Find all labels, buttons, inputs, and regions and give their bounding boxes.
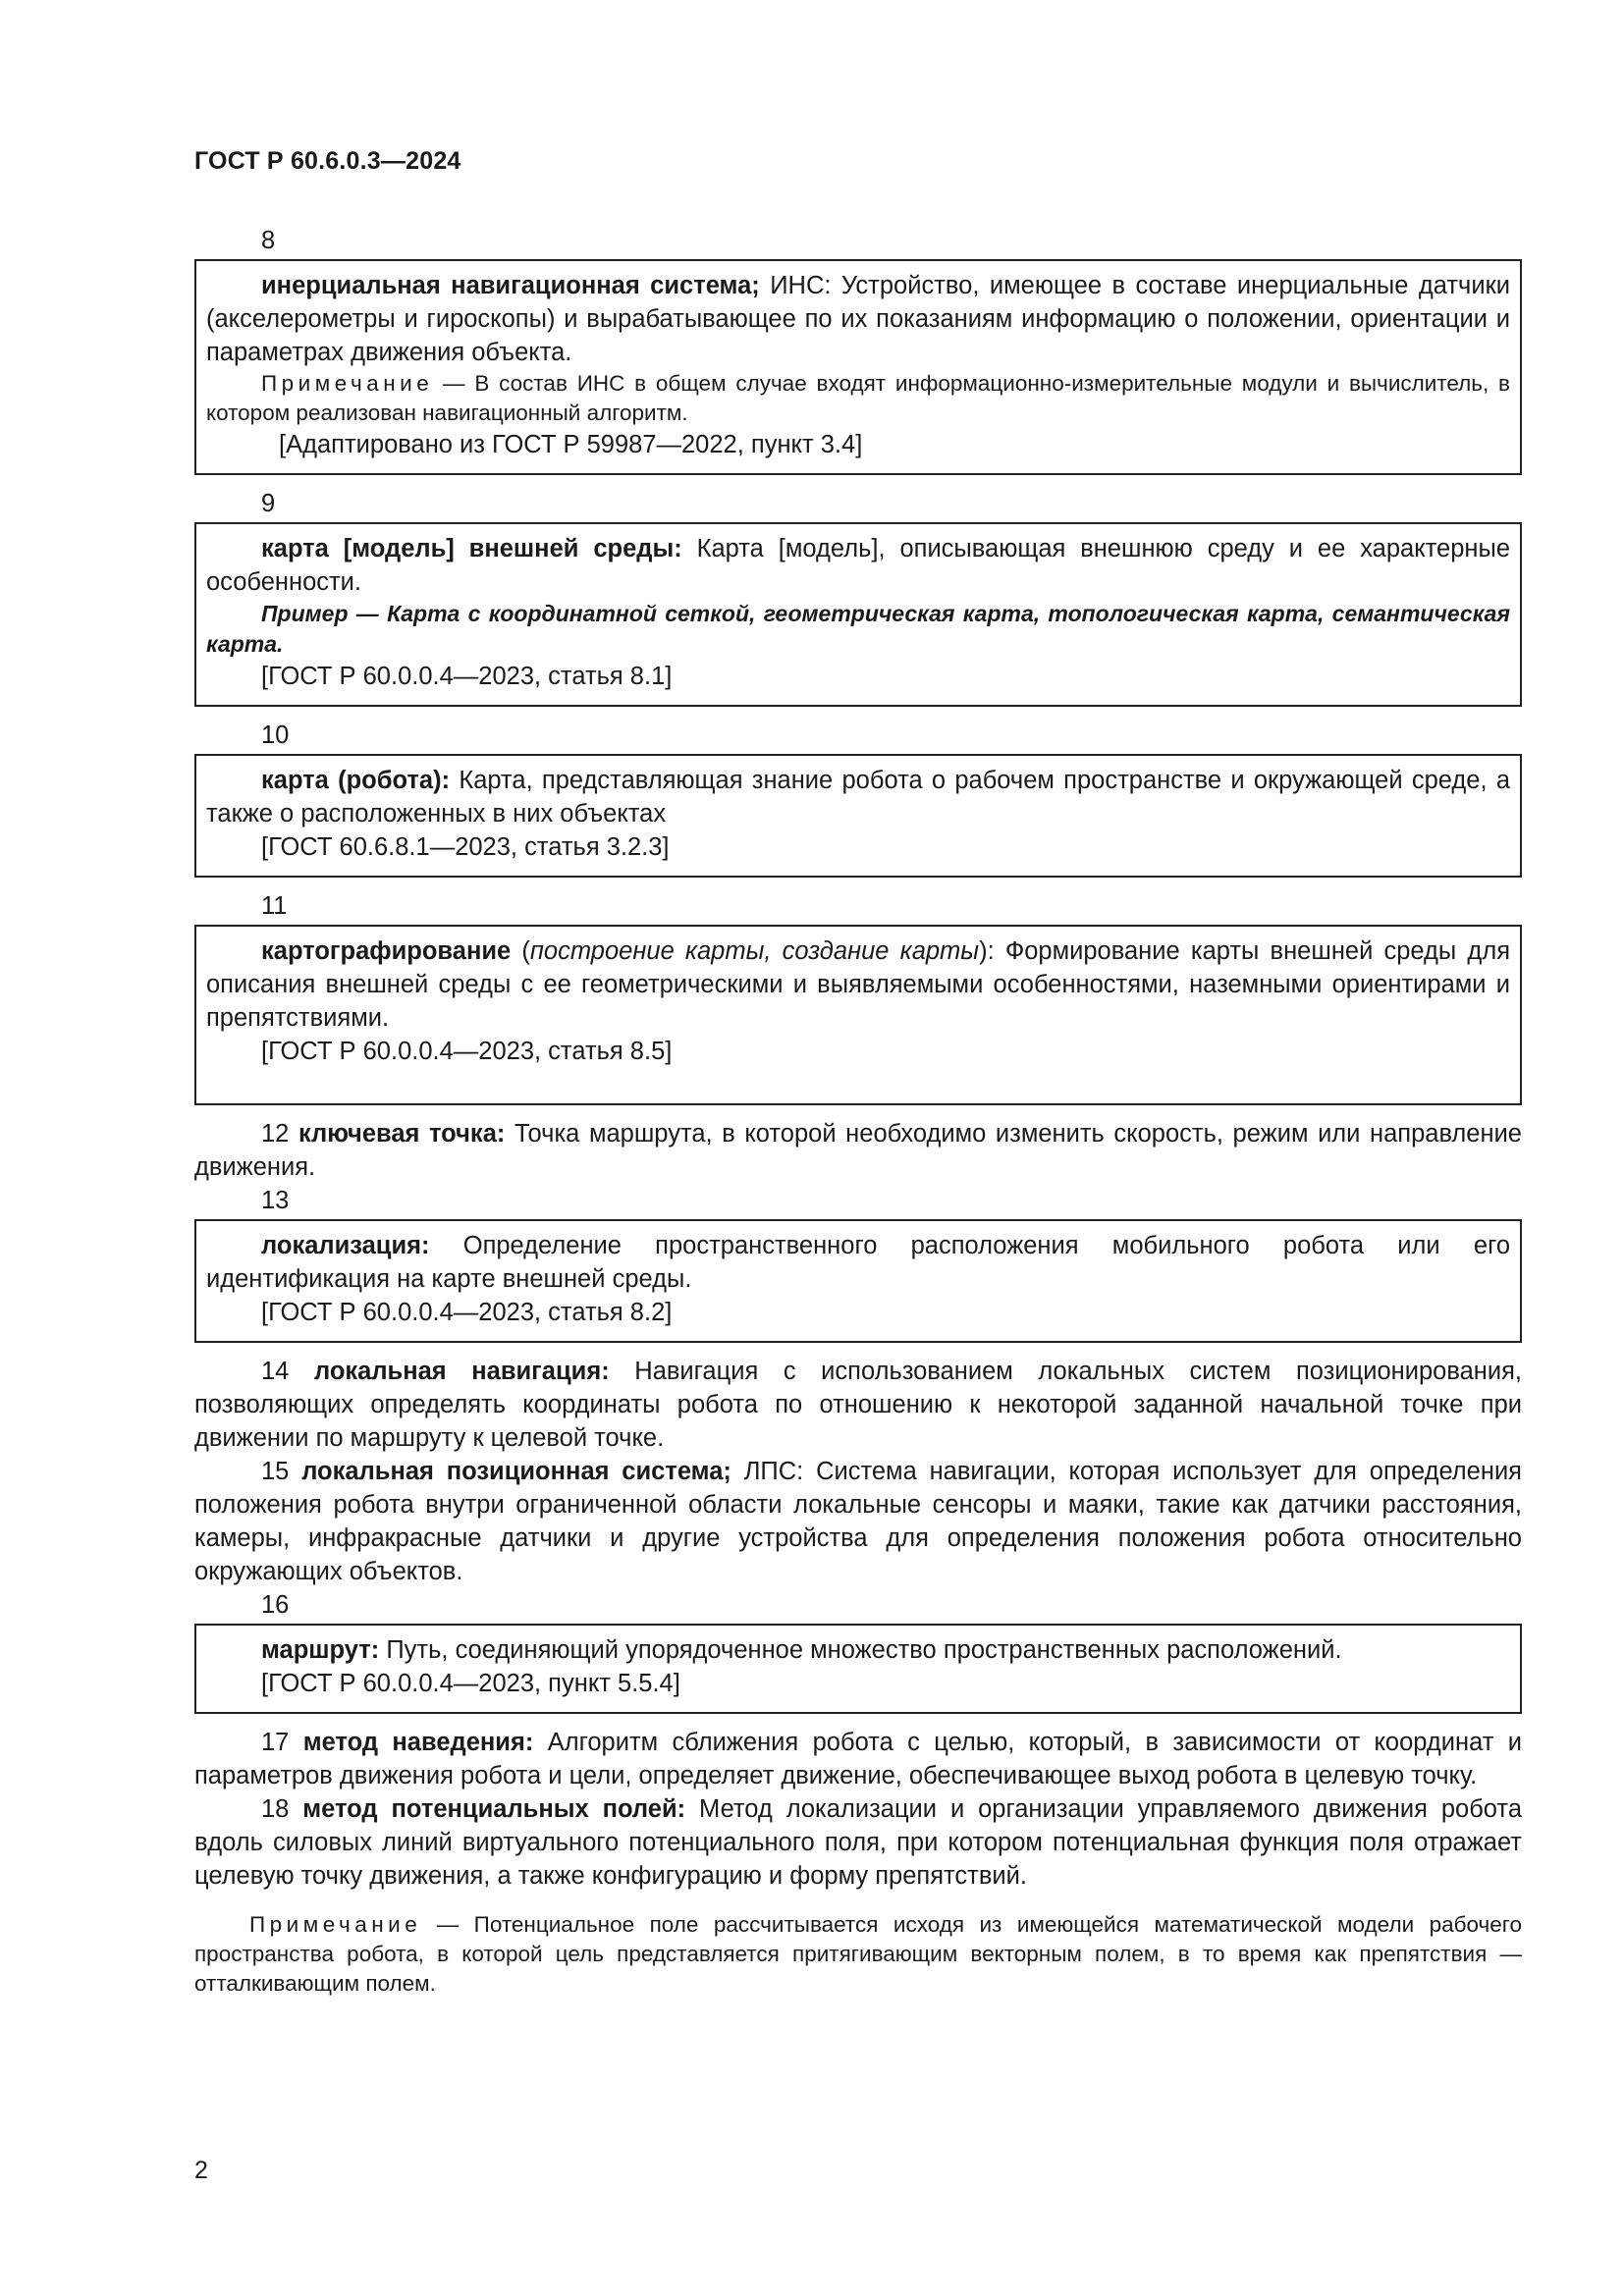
note-label: Примечание [249,1912,422,1937]
term-name: метод потенциальных полей: [302,1795,686,1823]
term-definition-9 [206,532,1510,599]
entry-number: 10 [261,721,290,749]
term-definition-13 [206,1229,1510,1296]
definition-text: Метод локализации и организации управляемого движения робота вдоль силовых линий виртуального потенциального поля, при котором потенциальная функция поля отражает целевую точку движения, а также конфигурацию и форму препятствий. [194,1795,1523,1890]
term-definition-12 [194,1117,1522,1184]
definition-text: Алгоритм сближения робота с целью, который, в зависимости от координат и параметров движения робота и цели, определяет движение, обеспечивающее выход робота в целевую точку. [194,1729,1523,1789]
entry-number: 15 [261,1458,290,1485]
entry-number: 9 [261,490,276,517]
entry-number: 12 [261,1120,290,1148]
source-reference: [ГОСТ 60.6.8.1—2023, статья 3.2.3] [261,833,670,861]
source-reference: [ГОСТ Р 60.0.0.4—2023, статья 8.2] [261,1299,673,1326]
term-definition-18 [194,1792,1522,1893]
definition-text: Карта, представляющая знание робота о рабочем пространстве и окружающей среде, а также о расположенных в них объектах [206,767,1510,828]
synonyms-close: ): [979,937,995,965]
entry-number: 18 [261,1795,290,1823]
terms-list [194,224,1522,2010]
term-name: инерциальная навигационная система; [261,272,760,299]
term-box-8 [194,259,1522,475]
term-synonyms: построение карты, создание карты [529,937,980,965]
term-name: картографирование [261,937,512,965]
term-box-11 [194,925,1522,1105]
term-definition-8 [206,269,1510,369]
source-reference: [Адаптировано из ГОСТ Р 59987—2022, пункт 3.4] [279,431,863,458]
definition-text: Формирование карты внешней среды для описания внешней среды с ее геометрическими и выявляемыми особенностями, наземными ориентирами и препятствиями. [206,937,1511,1032]
definition-text: Карта [модель], описывающая внешнюю среду и ее характерные особенности. [206,535,1510,596]
term-name: локальная навигация: [313,1358,610,1385]
term-box-9 [194,522,1522,707]
source-reference: [ГОСТ Р 60.0.0.4—2023, пункт 5.5.4] [261,1670,680,1697]
definition-text: ИНС: Устройство, имеющее в составе инерциальные датчики (акселерометры и гироскопы) и вырабатывающее по их показаниям информацию о положении, ориентации и параметрах движения объекта. [206,272,1510,366]
note-18 [194,1910,1522,1999]
source-reference: [ГОСТ Р 60.0.0.4—2023, статья 8.5] [261,1038,673,1065]
term-name: ключевая точка: [298,1120,506,1148]
page-number: 2 [194,2157,208,2184]
term-definition-16 [206,1633,1510,1667]
term-name: локальная позиционная система; [301,1458,731,1485]
entry-number: 11 [261,892,288,920]
term-name: маршрут: [261,1636,380,1664]
definition-text: Точка маршрута, в которой необходимо изменить скорость, режим или направление движения. [194,1120,1522,1181]
term-definition-11 [206,934,1510,1035]
definition-text: Путь, соединяющий упорядоченное множество пространственных расположений. [379,1636,1342,1664]
term-definition-17 [194,1726,1522,1792]
term-name: метод наведения: [302,1729,534,1756]
note-8 [206,369,1510,428]
entry-number: 8 [261,227,276,254]
source-reference: [ГОСТ Р 60.0.0.4—2023, статья 8.1] [261,663,673,690]
definition-text: Навигация с использованием локальных систем позиционирования, позволяющих определять координаты робота по отношению к некоторой заданной начальной точке при движении по маршруту к целевой точке. [194,1358,1522,1452]
term-definition-10 [206,764,1510,830]
entry-number: 16 [261,1591,290,1619]
definition-text: Определение пространственного расположения мобильного робота или его идентификация на карте внешней среды. [206,1232,1510,1293]
term-definition-15 [194,1455,1522,1588]
term-box-16 [194,1624,1522,1714]
note-label: Примечание [261,371,434,396]
note-text: — В состав ИНС в общем случае входят информационно-измерительные модули и вычислитель, в котором реализован навигационный алгоритм. [206,371,1510,425]
definition-text: ЛПС: Система навигации, которая использует для определения положения робота внутри ограниченной области локальные сенсоры и маяки, такие как датчики расстояния, камеры, инфракрасные датчики и другие устройства для определения положения робота относительно окружающих объектов. [194,1458,1522,1585]
term-name: локализация: [261,1232,430,1259]
term-definition-14 [194,1355,1522,1455]
note-text: — Потенциальное поле рассчитывается исходя из имеющейся математической модели рабочего пространства робота, в которой цель представляется притягивающим векторным полем, в то время как препятствия — отталкивающим полем. [194,1912,1522,1996]
entry-number: 13 [261,1187,290,1214]
term-box-13 [194,1219,1522,1343]
entry-number: 14 [261,1358,290,1385]
example-9: Пример — Карта с координатной сеткой, геометрическая карта, топологическая карта, семантическая карта. [206,601,1510,657]
term-name: карта (робота): [261,767,451,794]
term-box-10 [194,754,1522,878]
document-header: ГОСТ Р 60.6.0.3—2024 [194,147,461,175]
synonyms-open: ( [511,937,530,965]
entry-number: 17 [261,1729,290,1756]
term-name: карта [модель] внешней среды: [261,535,682,562]
